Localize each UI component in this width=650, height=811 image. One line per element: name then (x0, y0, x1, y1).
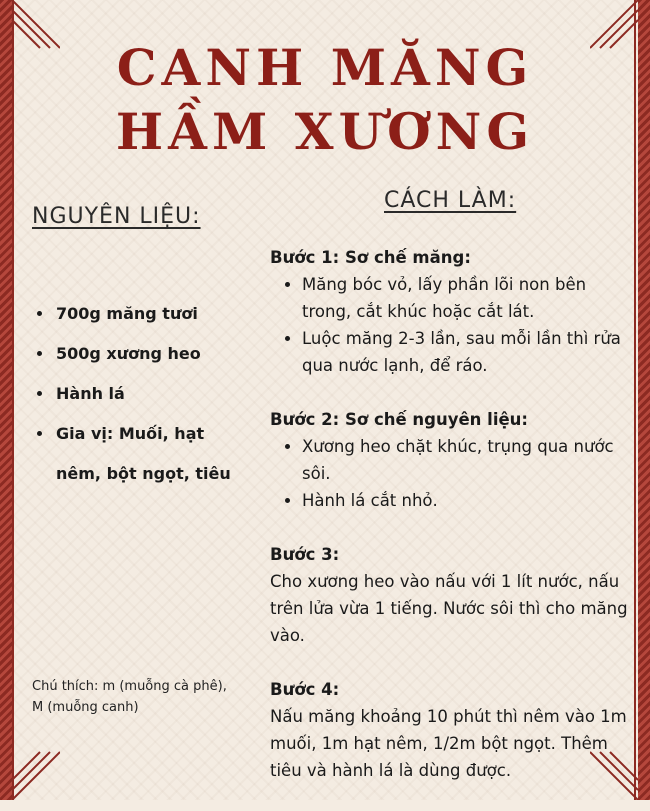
step-bullet: • Hành lá cắt nhỏ. (302, 487, 630, 514)
ingredient-item: • Gia vị: Muối, hạt nêm, bột ngọt, tiêu (54, 414, 254, 494)
method-steps (270, 244, 630, 811)
step-text: Nấu măng khoảng 10 phút thì nêm vào 1m muối, 1m hạt nêm, 1/2m bột ngọt. Thêm tiêu và hành lá là dùng được. (270, 707, 627, 780)
step-bullet-list (270, 271, 630, 379)
step-3 (270, 541, 630, 649)
step-title: Bước 3: (270, 545, 340, 564)
corner-ornament-bottom-left (0, 740, 60, 800)
step-bullet: • Măng bóc vỏ, lấy phần lõi non bên trong, cắt khúc hoặc cắt lát. (302, 271, 630, 325)
ingredient-item: • Hành lá (54, 374, 254, 414)
ingredient-item: • 700g măng tươi (54, 294, 254, 334)
step-bullet-list (270, 433, 630, 514)
recipe-title (0, 36, 650, 164)
ingredients-heading: NGUYÊN LIỆU: (32, 204, 201, 229)
step-title: Bước 4: (270, 680, 340, 699)
step-bullet: • Xương heo chặt khúc, trụng qua nước sôi. (302, 433, 630, 487)
step-title: Bước 1: Sơ chế măng: (270, 248, 471, 267)
step-1 (270, 244, 630, 379)
step-2 (270, 406, 630, 514)
ingredient-item: • 500g xương heo (54, 334, 254, 374)
ingredients-list (30, 294, 254, 494)
method-heading: CÁCH LÀM: (384, 188, 517, 213)
measurement-note: Chú thích: m (muỗng cà phê), M (muỗng canh) (32, 679, 227, 715)
step-bullet: • Luộc măng 2-3 lần, sau mỗi lần thì rửa qua nước lạnh, để ráo. (302, 325, 630, 379)
recipe-title-line-2: HẦM XƯƠNG (115, 102, 535, 161)
recipe-title-line-1: CANH MĂNG (116, 38, 534, 97)
step-title: Bước 2: Sơ chế nguyên liệu: (270, 410, 529, 429)
step-text: Cho xương heo vào nấu với 1 lít nước, nấu trên lửa vừa 1 tiếng. Nước sôi thì cho măng vào. (270, 572, 628, 645)
step-4 (270, 676, 630, 784)
